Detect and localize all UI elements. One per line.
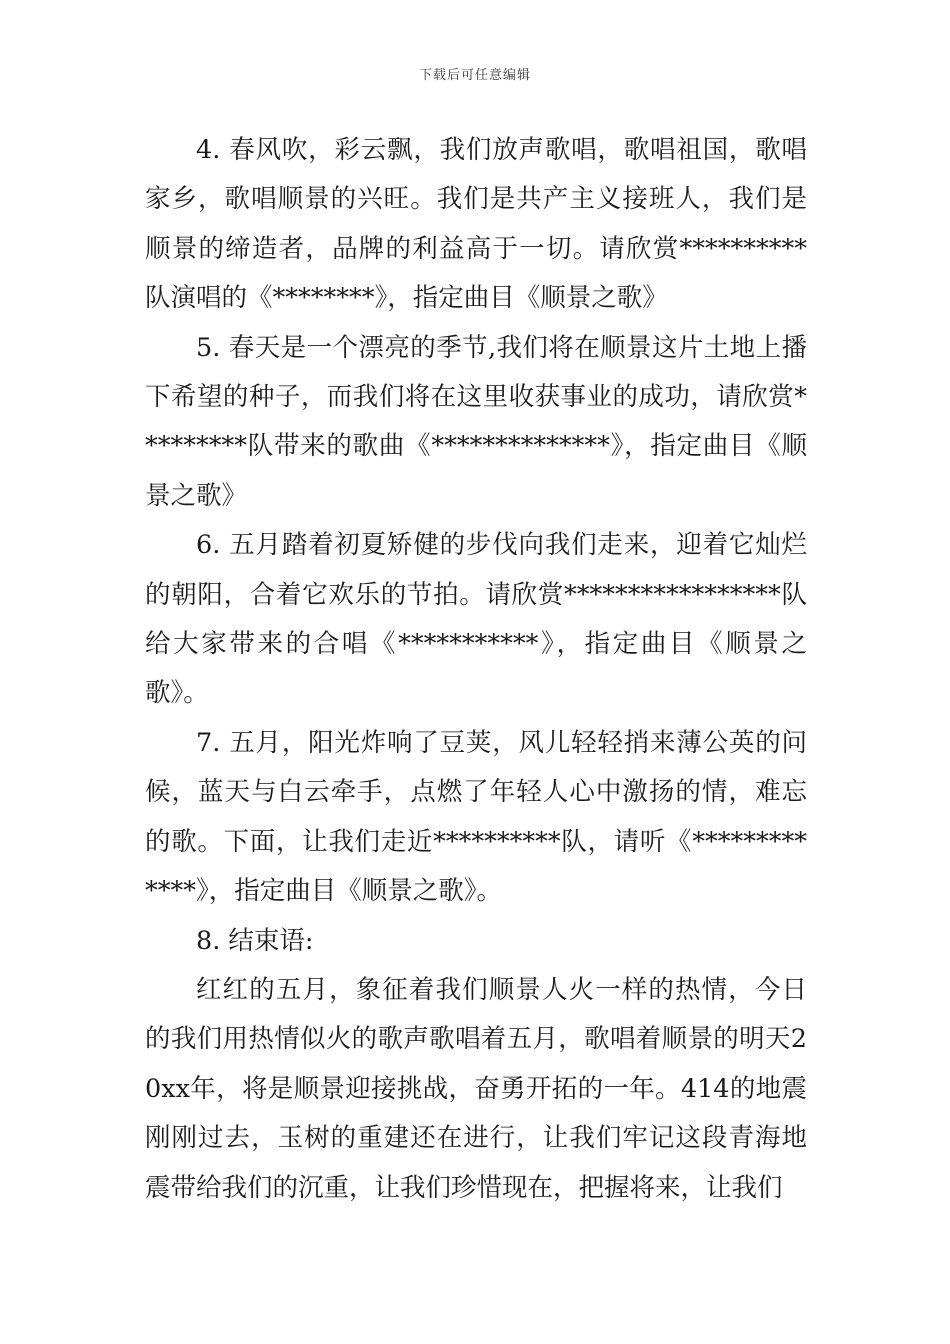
closing-paragraph: 红红的五月，象征着我们顺景人火一样的热情，今日的我们用热情似火的歌声歌唱着五月，歌唱着顺景的明天20xx年，将是顺景迎接挑战，奋勇开拓的一年。414的地震刚刚过去，玉树的重建还在进行，让我们牢记这段青海地震带给我们的沉重，让我们珍惜现在，把握将来，让我们 — [145, 974, 807, 1203]
page-header: 下载后可任意编辑 — [418, 68, 531, 83]
document-body — [145, 126, 807, 1213]
paragraph-item-7: 7. 五月，阳光炸响了豆荚，风儿轻轻捎来薄公英的问候，蓝天与白云牵手，点燃了年轻人心中激扬的情，难忘的歌。下面，让我们走近**********队，请听《*************》，指定曲目《顺景之歌》。 — [145, 727, 807, 907]
paragraph-item-4: 4. 春风吹，彩云飘，我们放声歌唱，歌唱祖国，歌唱家乡，歌唱顺景的兴旺。我们是共产主义接班人，我们是顺景的缔造者，品牌的利益高于一切。请欣赏**********队演唱的《********》，指定曲目《顺景之歌》 — [145, 135, 807, 314]
paragraph-item-5: 5. 春天是一个漂亮的季节,我们将在顺景这片土地上播下希望的种子，而我们将在这里收获事业的成功，请欣赏*********队带来的歌曲《**************》，指定曲目《顺景之歌》 — [145, 332, 807, 511]
closing-heading: 8. 结束语: — [196, 925, 314, 956]
paragraph-item-6: 6. 五月踏着初夏矫健的步伐向我们走来，迎着它灿烂的朝阳，合着它欢乐的节拍。请欣赏*****************队给大家带来的合唱《***********》，指定曲目《顺景之歌》。 — [145, 530, 807, 709]
